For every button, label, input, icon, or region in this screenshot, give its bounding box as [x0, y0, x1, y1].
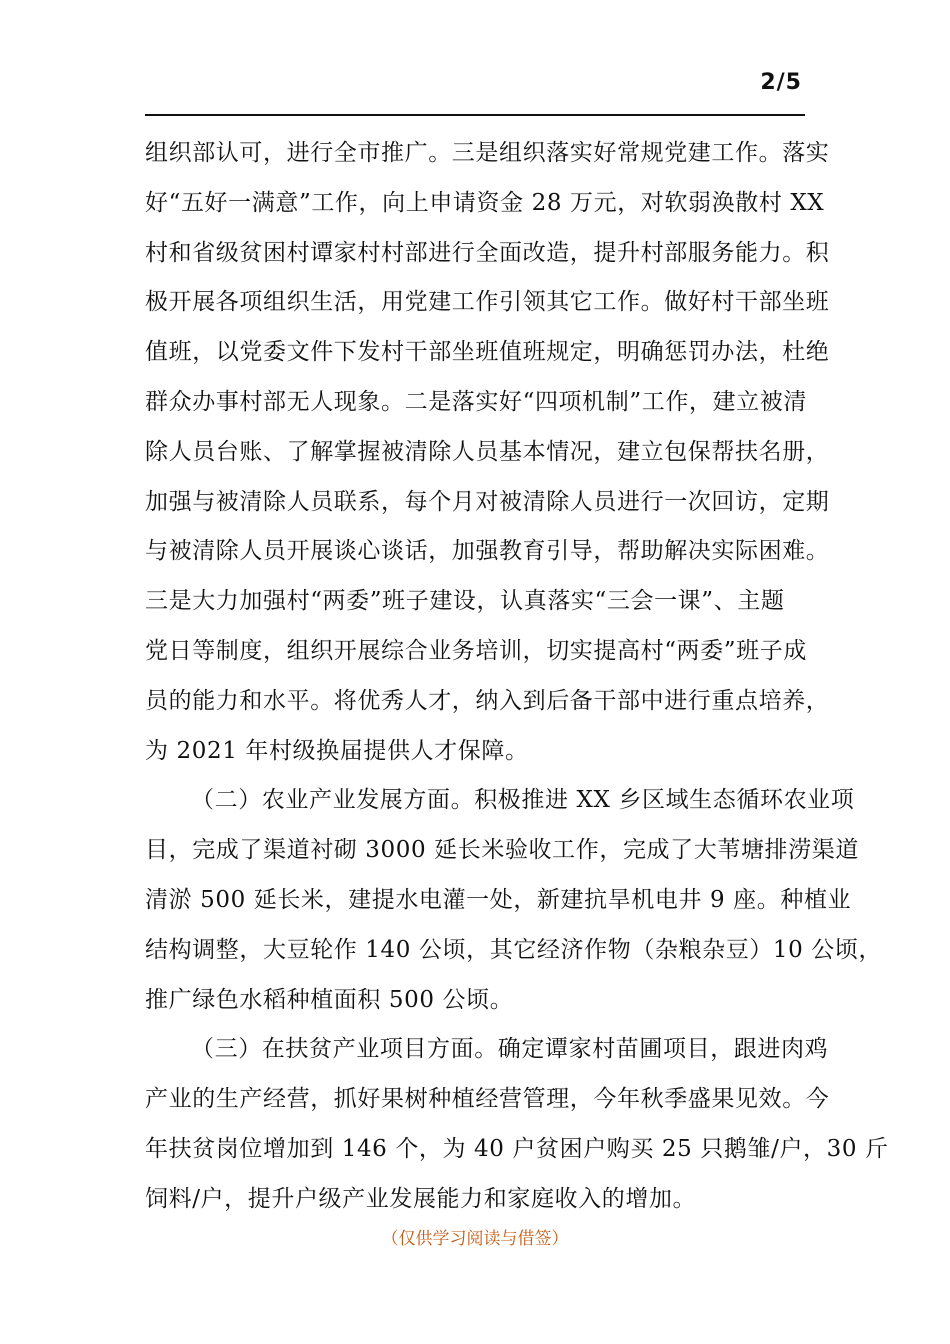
- text-line: 党日等制度，组织开展综合业务培训，切实提高村“两委”班子成: [145, 637, 807, 664]
- text-line: 推广绿色水稻种植面积 500 公顷。: [145, 986, 514, 1013]
- text-line: 除人员台账、了解掌握被清除人员基本情况，建立包保帮扶名册，: [145, 438, 830, 465]
- text-line: 清淤 500 延长米，建提水电灌一处，新建抗旱机电井 9 座。种植业: [145, 886, 852, 913]
- text-line: 村和省级贫困村谭家村村部进行全面改造，提升村部服务能力。积: [145, 239, 830, 266]
- text-line: 值班，以党委文件下发村干部坐班值班规定，明确惩罚办法，杜绝: [145, 339, 830, 366]
- text-line: 为 2021 年村级换届提供人才保障。: [145, 737, 529, 764]
- text-line: 年扶贫岗位增加到 146 个，为 40 户贫困户购买 25 只鹅雏/户，30 斤: [145, 1135, 889, 1162]
- paragraph-party-building: [145, 129, 830, 776]
- text-line: 员的能力和水平。将优秀人才，纳入到后备干部中进行重点培养，: [145, 687, 830, 714]
- text-line: 产业的生产经营，抓好果树种植经营管理，今年秋季盛果见效。今: [145, 1086, 830, 1113]
- text-line: 结构调整，大豆轮作 140 公顷，其它经济作物（杂粮杂豆）10 公顷，: [145, 936, 883, 963]
- text-line: 好“五好一满意”工作，向上申请资金 28 万元，对软弱涣散村 XX: [145, 189, 825, 216]
- text-line: 与被清除人员开展谈心谈话，加强教育引导，帮助解决实际困难。: [145, 538, 830, 565]
- paragraph-poverty-alleviation: [145, 1025, 889, 1224]
- paragraph-agriculture: [145, 776, 883, 1025]
- text-line: 三是大力加强村“两委”班子建设，认真落实“三会一课”、主题: [145, 588, 785, 615]
- document-body: [145, 129, 889, 1225]
- text-line: 饲料/户，提升户级产业发展能力和家庭收入的增加。: [145, 1185, 697, 1212]
- text-line: 目，完成了渠道衬砌 3000 延长米验收工作，完成了大苇塘排涝渠道: [145, 837, 859, 864]
- text-line: 组织部认可，进行全市推广。三是组织落实好常规党建工作。落实: [145, 140, 830, 166]
- text-line: 加强与被清除人员联系，每个月对被清除人员进行一次回访，定期: [145, 488, 830, 515]
- header-divider: [145, 114, 805, 116]
- text-line: （三）在扶贫产业项目方面。确定谭家村苗圃项目，跟进肉鸡: [191, 1036, 829, 1063]
- footer-disclaimer: （仅供学习阅读与借签）: [381, 1229, 569, 1249]
- text-line: （二）农业产业发展方面。积极推进 XX 乡区域生态循环农业项: [191, 787, 855, 814]
- text-line: 极开展各项组织生活，用党建工作引领其它工作。做好村干部坐班: [145, 289, 830, 316]
- text-line: 群众办事村部无人现象。二是落实好“四项机制”工作，建立被清: [145, 388, 807, 415]
- page-number: 2/5: [760, 70, 802, 95]
